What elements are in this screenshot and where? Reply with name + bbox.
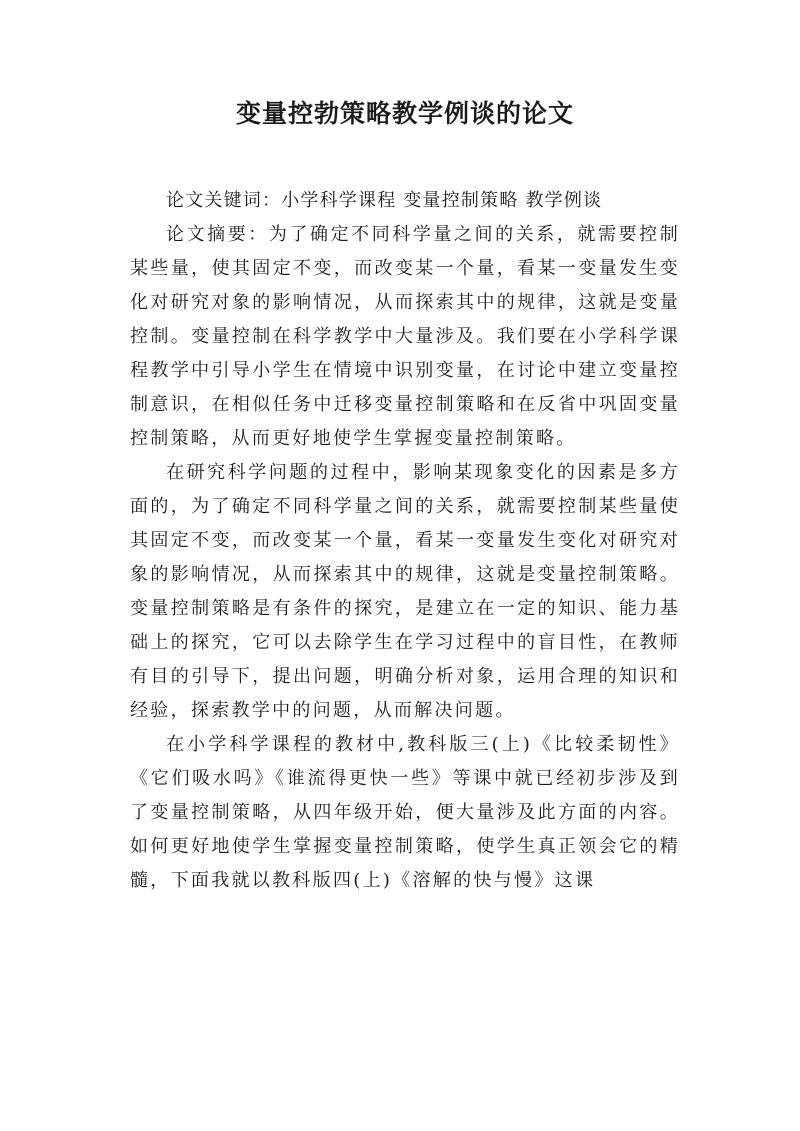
document-title: 变量控勃策略教学例谈的论文 [235, 99, 574, 128]
keywords-line: 论文关键词：小学科学课程 变量控制策略 教学例谈 [166, 190, 603, 211]
body-paragraph-1: 在研究科学问题的过程中，影响某现象变化的因素是多方面的，为了确定不同科学量之间的关系，就需要控制某些量使其固定不变，而改变某一个量，看某一变量发生变化对研究对象的影响情况，从而探索其中的规律，这就是变量控制策略。变量控制策略是有条件的探究，是建立在一定的知识、能力基础上的探究，它可以去除学生在学习过程中的盲目性，在教师有目的引导下，提出问题，明确分析对象，运用合理的知识和经验，探索教学中的问题，从而解决问题。 [130, 462, 680, 721]
body-paragraph-2: 在小学科学课程的教材中,教科版三(上)《比较柔韧性》《它们吸水吗》《谁流得更快一些》等课中就已经初步涉及到了变量控制策略，从四年级开始，便大量涉及此方面的内容。如何更好地使学生掌握变量控制策略，使学生真正领会它的精髓，下面我就以教科版四(上)《溶解的快与慢》这课 [130, 734, 680, 891]
abstract-paragraph: 论文摘要：为了确定不同科学量之间的关系，就需要控制某些量，使其固定不变，而改变某一个量，看某一变量发生变化对研究对象的影响情况，从而探索其中的规律，这就是变量控制。变量控制在科学教学中大量涉及。我们要在小学科学课程教学中引导小学生在情境中识别变量，在讨论中建立变量控制意识，在相似任务中迁移变量控制策略和在反省中巩固变量控制策略，从而更好地使学生掌握变量控制策略。 [130, 224, 680, 449]
document-body [130, 184, 680, 898]
